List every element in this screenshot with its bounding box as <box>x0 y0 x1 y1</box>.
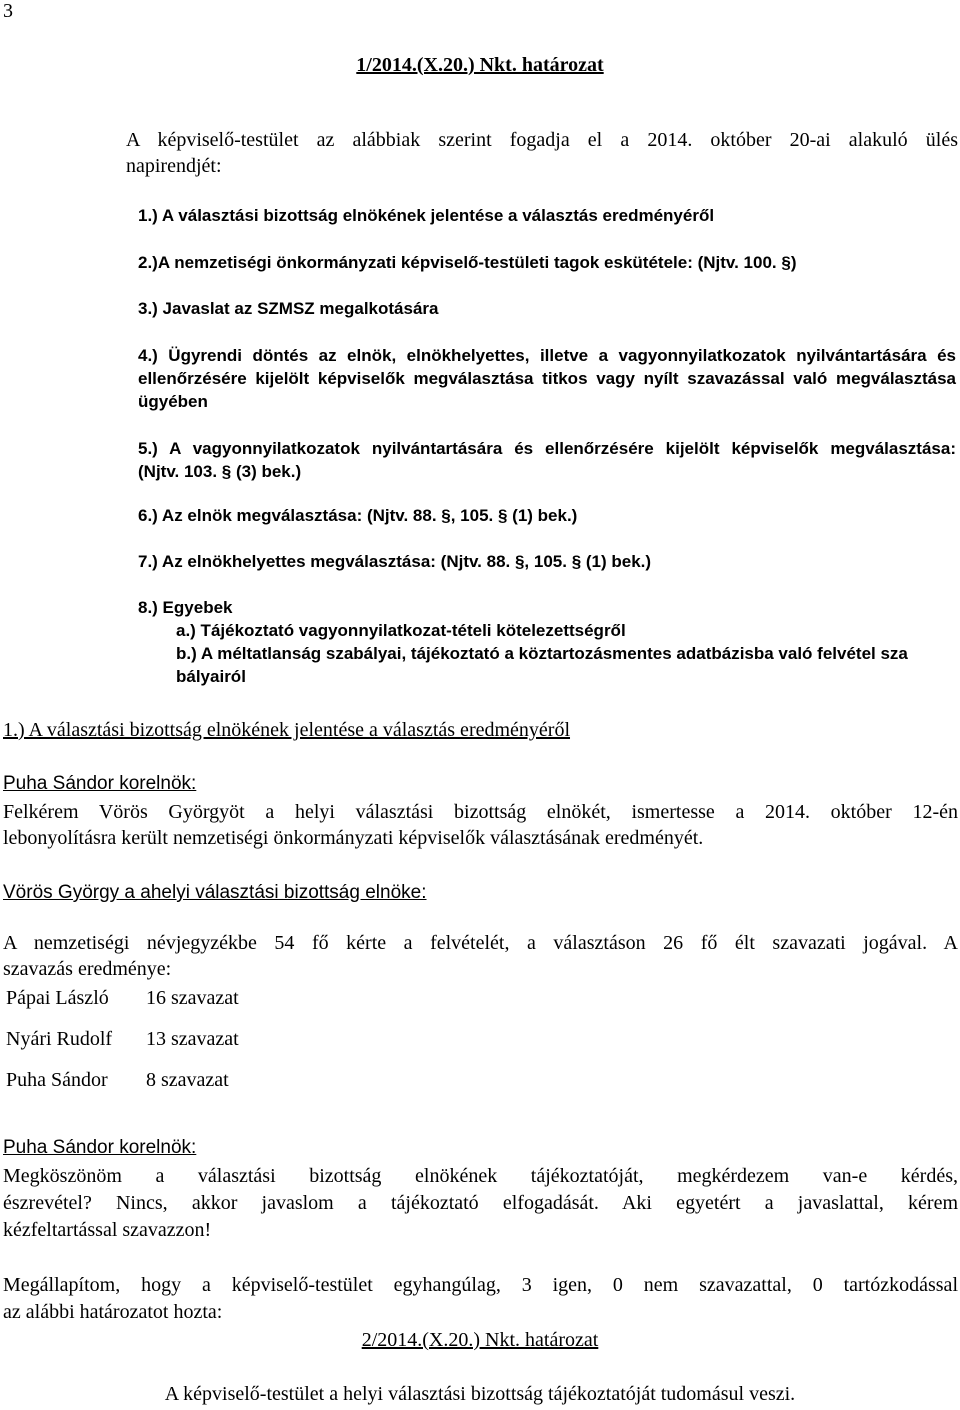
section-heading: 1.) A választási bizottság elnökének jelentése a választás eredményéről <box>3 719 571 741</box>
agenda-item-8: 8.) Egyebek <box>138 598 233 617</box>
agenda-item-8b-line-2: bályairól <box>176 667 246 686</box>
agenda-item-5-line-2: (Njtv. 103. § (3) bek.) <box>138 462 302 481</box>
agenda-item-4-line-2: ellenőrzésére kijelölt képviselők megválasztása titkos vagy nyílt szavazással való megválasztása <box>138 369 956 388</box>
paragraph-3-line-3: kézfeltartással szavazzon! <box>3 1219 212 1241</box>
agenda-item-8a: a.) Tájékoztató vagyonnyilatkozat-tételi kötelezettségről <box>176 621 626 640</box>
agenda-item-6: 6.) Az elnök megválasztása: (Njtv. 88. §, 105. § (1) bek.) <box>138 506 578 525</box>
paragraph-1-line-2: lebonyolításra került nemzetiségi önkormányzati képviselők választásának eredményét. <box>3 827 704 849</box>
result-votes: 8 szavazat <box>146 1069 229 1091</box>
agenda-item-7: 7.) Az elnökhelyettes megválasztása: (Njtv. 88. §, 105. § (1) bek.) <box>138 552 652 571</box>
paragraph-3-line-1: Megköszönöm a választási bizottság elnökének tájékoztatóját, megkérdezem van-e kérdés, <box>3 1165 958 1187</box>
intro-line-1: A képviselő-testület az alábbiak szerint fogadja el a 2014. október 20-ai alakuló ülés <box>126 129 958 151</box>
paragraph-4-line-2: az alábbi határozatot hozta: <box>3 1301 223 1323</box>
agenda-item-2: 2.)A nemzetiségi önkormányzati képviselő-testületi tagok eskütétele: (Njtv. 100. §) <box>138 253 797 272</box>
result-name: Nyári Rudolf <box>6 1028 113 1050</box>
agenda-item-4-line-3: ügyében <box>138 392 208 411</box>
agenda-item-3: 3.) Javaslat az SZMSZ megalkotására <box>138 299 439 318</box>
speaker-label: Vörös György a ahelyi választási bizottság elnöke: <box>3 882 427 903</box>
result-name: Puha Sándor <box>6 1069 108 1091</box>
resolution-title: 1/2014.(X.20.) Nkt. határozat <box>356 54 604 76</box>
paragraph-4-line-1: Megállapítom, hogy a képviselő-testület egyhangúlag, 3 igen, 0 nem szavazattal, 0 tartózkodással <box>3 1274 958 1296</box>
intro-line-2: napirendjét: <box>126 155 222 177</box>
page-number: 3 <box>3 0 13 22</box>
agenda-item-8b-line-1: b.) A méltatlanság szabályai, tájékoztató a köztartozásmentes adatbázisba való felvétel sza <box>176 644 908 663</box>
paragraph-3-line-2: észrevétel? Nincs, akkor javaslom a tájékoztató elfogadását. Aki egyetért a javaslattal, kérem <box>3 1192 958 1214</box>
paragraph-2-line-2: szavazás eredménye: <box>3 958 172 980</box>
agenda-item-1: 1.) A választási bizottság elnökének jelentése a választás eredményéről <box>138 206 715 225</box>
speaker-label: Puha Sándor korelnök: <box>3 773 197 794</box>
speaker-label: Puha Sándor korelnök: <box>3 1137 197 1158</box>
agenda-item-4-line-1: 4.) Ügyrendi döntés az elnök, elnökhelyettes, illetve a vagyonnyilatkozatok nyilvántartására és <box>138 346 956 365</box>
agenda-item-5-line-1: 5.) A vagyonnyilatkozatok nyilvántartására és ellenőrzésére kijelölt képviselők megválasztása: <box>138 439 956 458</box>
closing-statement: A képviselő-testület a helyi választási bizottság tájékoztatóját tudomásul veszi. <box>164 1383 796 1405</box>
result-votes: 16 szavazat <box>146 987 239 1009</box>
paragraph-2-line-1: A nemzetiségi névjegyzékbe 54 fő kérte a felvételét, a választáson 26 fő élt szavazati jogával. A <box>3 932 958 954</box>
paragraph-1-line-1: Felkérem Vörös Györgyöt a helyi választási bizottság elnökét, ismertesse a 2014. október 12-én <box>3 801 958 823</box>
result-name: Pápai László <box>6 987 109 1009</box>
resolution-title: 2/2014.(X.20.) Nkt. határozat <box>361 1329 599 1351</box>
result-votes: 13 szavazat <box>146 1028 239 1050</box>
